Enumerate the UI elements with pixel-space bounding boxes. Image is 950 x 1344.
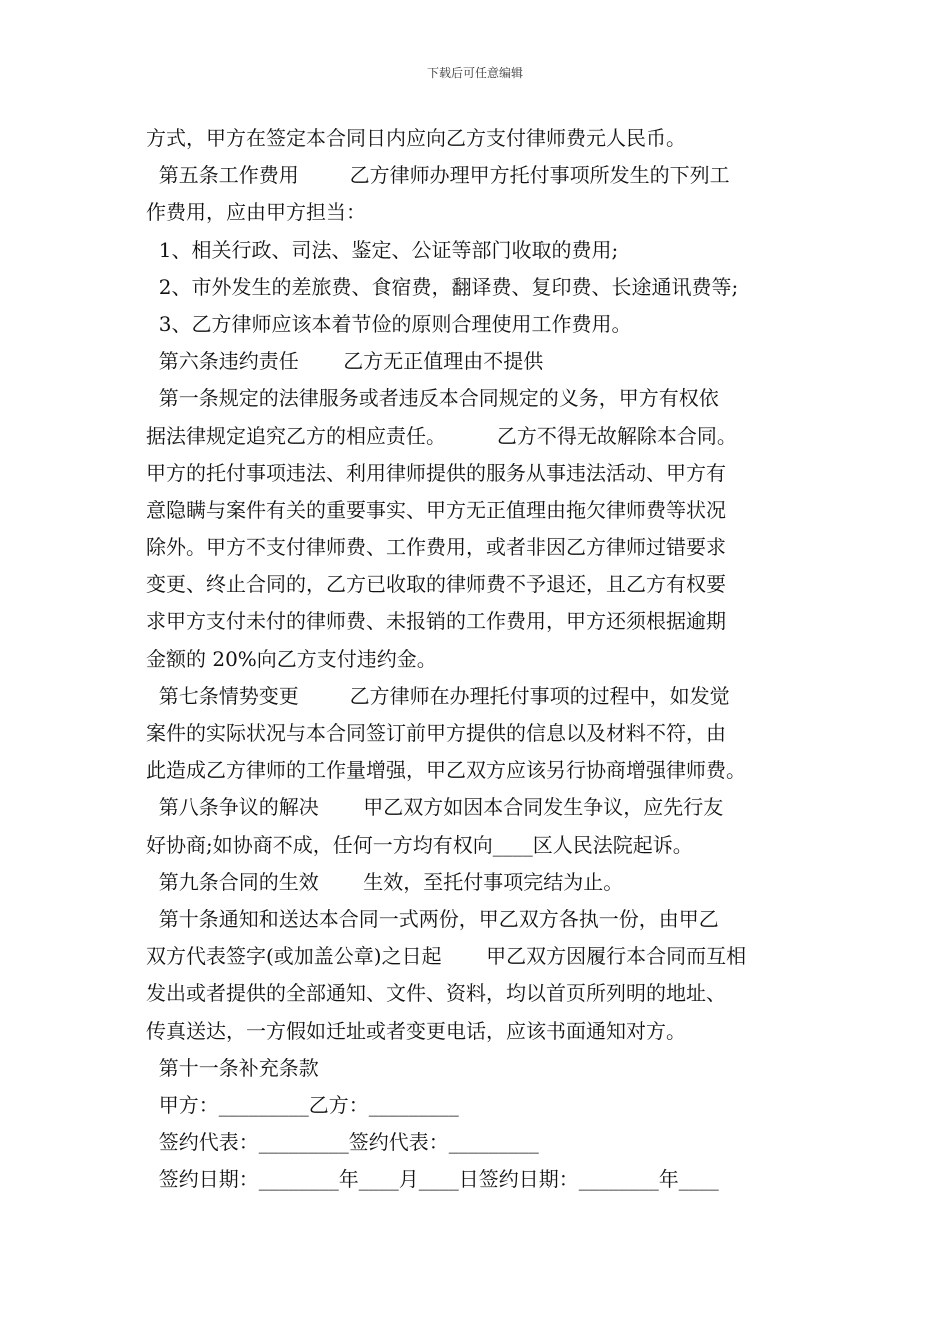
text-line: 作费用，应由甲方担当： xyxy=(146,200,366,225)
text-line: 2、市外发生的差旅费、食宿费，翻译费、复印费、长途通讯费等; xyxy=(146,274,739,299)
text-line: 3、乙方律师应该本着节俭的原则合理使用工作费用。 xyxy=(146,311,632,336)
text-line: 意隐瞒与案件有关的重要事实、甲方无正值理由拖欠律师费等状况 xyxy=(146,497,726,522)
text-line: 此造成乙方律师的工作量增强，甲乙双方应该另行协商增强律师费。 xyxy=(146,758,746,783)
text-line: 签约代表：_________签约代表：_________ xyxy=(146,1130,539,1155)
text-line: 1、相关行政、司法、鉴定、公证等部门收取的费用; xyxy=(146,237,619,262)
text-line: 甲方：_________乙方：_________ xyxy=(146,1092,459,1117)
text-line: 签约日期：________年____月____日签约日期：________年____ xyxy=(146,1167,719,1192)
page-header-note: 下载后可任意编辑 xyxy=(426,66,523,80)
text-line: 双方代表签字(或加盖公章)之日起 甲乙双方因履行本合同而互相 xyxy=(146,944,747,969)
text-line: 第六条违约责任 乙方无正值理由不提供 xyxy=(146,349,544,374)
text-line: 除外。甲方不支付律师费、工作费用，或者非因乙方律师过错要求 xyxy=(146,535,726,560)
text-line: 甲方的托付事项违法、利用律师提供的服务从事违法活动、甲方有 xyxy=(146,460,726,485)
text-line: 第五条工作费用 乙方律师办理甲方托付事项所发生的下列工 xyxy=(146,163,730,188)
text-line: 求甲方支付未付的律师费、未报销的工作费用，甲方还须根据逾期 xyxy=(146,609,726,634)
text-line: 据法律规定追究乙方的相应责任。 乙方不得无故解除本合同。 xyxy=(146,423,737,448)
text-line: 金额的 20%向乙方支付违约金。 xyxy=(146,646,437,671)
text-line: 案件的实际状况与本合同签订前甲方提供的信息以及材料不符，由 xyxy=(146,721,726,745)
text-line: 第九条合同的生效 生效，至托付事项完结为止。 xyxy=(146,869,624,894)
document-body xyxy=(146,120,814,1198)
text-line: 第十一条补充条款 xyxy=(146,1055,319,1080)
text-line: 方式，甲方在签定本合同日内应向乙方支付律师费元人民币。 xyxy=(146,126,686,150)
text-line: 第七条情势变更 乙方律师在办理托付事项的过程中，如发觉 xyxy=(146,683,730,708)
text-line: 第一条规定的法律服务或者违反本合同规定的义务，甲方有权依 xyxy=(146,386,719,411)
text-line: 传真送达，一方假如迁址或者变更电话，应该书面通知对方。 xyxy=(146,1018,686,1043)
text-line: 发出或者提供的全部通知、文件、资料，均以首页所列明的地址、 xyxy=(146,981,726,1006)
text-line: 第十条通知和送达本合同一式两份，甲乙双方各执一份，由甲乙 xyxy=(146,906,719,931)
text-line: 好协商;如协商不成，任何一方均有权向____区人民法院起诉。 xyxy=(146,832,693,857)
text-line: 第八条争议的解决 甲乙双方如因本合同发生争议，应先行友 xyxy=(146,795,724,820)
text-line: 变更、终止合同的，乙方已收取的律师费不予退还，且乙方有权要 xyxy=(146,572,726,597)
